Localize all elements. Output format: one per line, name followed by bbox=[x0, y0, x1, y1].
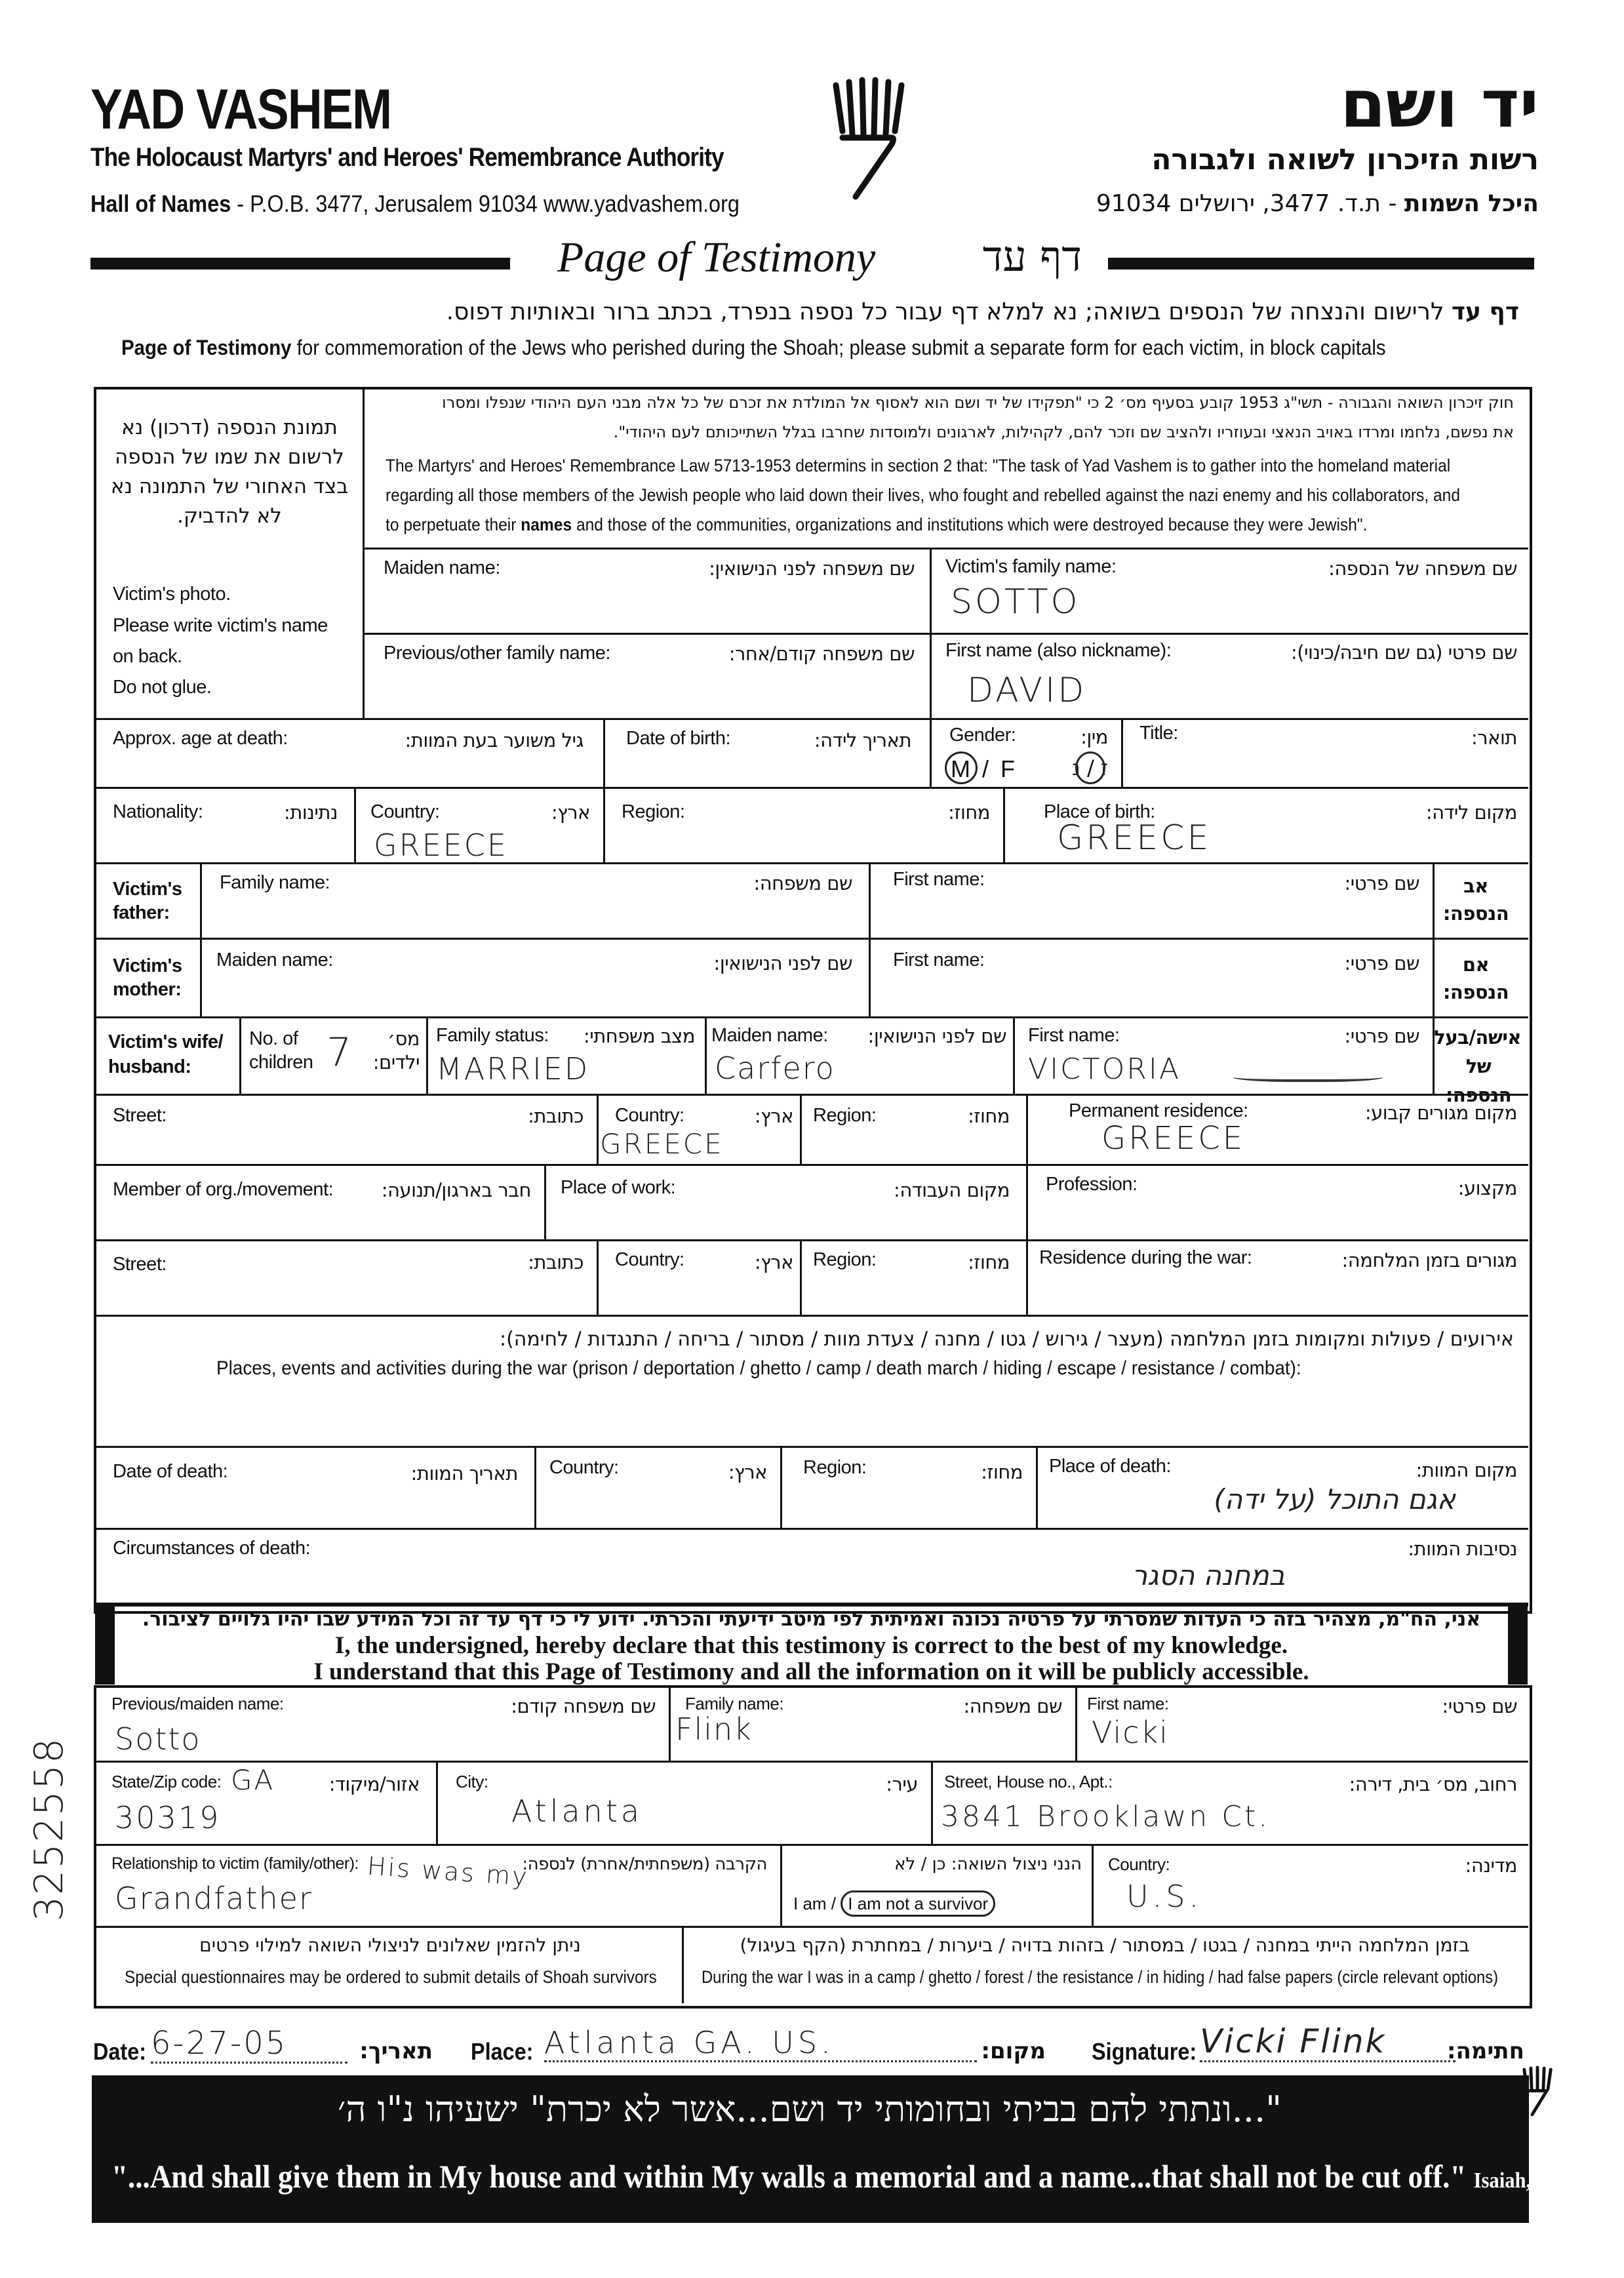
region3-label: Region: bbox=[813, 1249, 877, 1270]
sub-col-d bbox=[931, 1761, 933, 1844]
spouse-first-label: First name: bbox=[1028, 1025, 1120, 1046]
gender-selected-circle bbox=[945, 751, 978, 784]
street-label: Street: bbox=[113, 1105, 167, 1126]
father-family-label: Family name: bbox=[220, 872, 330, 893]
row-line-11 bbox=[95, 1315, 1528, 1317]
photo-instructions-en-4: Do not glue. bbox=[113, 677, 212, 698]
permanent-residence-value[interactable]: GREECE bbox=[1101, 1120, 1246, 1157]
zip-label: State/Zip code: bbox=[111, 1772, 222, 1791]
org-name-en: YAD VASHEM bbox=[90, 78, 391, 141]
nationality-label-he: נתינות: bbox=[284, 801, 338, 824]
footer-quote-he: "...ונתתי להם בביתי ובחומותי יד ושם...אשר לא יכרת" ישעיהו נ"ו ה׳ bbox=[337, 2088, 1282, 2130]
photo-divider bbox=[363, 388, 365, 718]
col-member-b bbox=[1026, 1164, 1028, 1239]
title-label: Title: bbox=[1139, 723, 1178, 744]
family-name-label: Victim's family name: bbox=[945, 556, 1117, 577]
declaration-bar bbox=[95, 1603, 1528, 1607]
events-label-en: Places, events and activities during the war (prison / deportation / ghetto / camp / death march / hiding / escape / resistance / combat): bbox=[216, 1357, 1301, 1379]
spouse-label: Victim's wife/ husband: bbox=[108, 1031, 224, 1077]
events-label-he: אירועים / פעולות ומקומות בזמן המלחמה (מעצר / גירוש / גטו / מחנה / צעדת מוות / מסתור / בריחה / התנגדות / לחימה): bbox=[499, 1328, 1514, 1351]
sub-row-3 bbox=[95, 1926, 1528, 1928]
mother-label: Victim's mother: bbox=[113, 955, 182, 1000]
place-of-death-label-he: מקום המוות: bbox=[1416, 1459, 1517, 1481]
submitter-first-label: First name: bbox=[1087, 1694, 1169, 1713]
questionnaire-en: Special questionnaires may be ordered to submit details of Shoah survivors bbox=[125, 1967, 657, 1987]
hall-address-he: - ת.ד. 3477, ירושלים 91034 bbox=[1096, 190, 1404, 217]
col-street3-b bbox=[800, 1239, 802, 1315]
row-line-10 bbox=[95, 1239, 1528, 1241]
sub-col-b bbox=[1075, 1687, 1077, 1761]
title-label-he: תואר: bbox=[1471, 727, 1517, 749]
law-he-2: את נפשם, נלחמו ומרדו באויב הנאצי ובעוזריו ולהציב שם וזכר להם, לקהילות, לארגונים ולמוסדות שחרבו בגלל השתייכותם לעם היהודי". bbox=[613, 423, 1514, 441]
place-of-birth-label: Place of birth: bbox=[1044, 801, 1155, 822]
authority-en: The Holocaust Martyrs' and Heroes' Remembrance Authority bbox=[90, 143, 724, 172]
country-label: Country: bbox=[370, 801, 440, 822]
sub-col-f bbox=[1092, 1844, 1094, 1926]
country2-value[interactable]: GREECE bbox=[600, 1128, 724, 1160]
father-first-label-he: שם פרטי: bbox=[1344, 872, 1419, 894]
law-en-3a: to perpetuate their bbox=[386, 515, 521, 534]
col-gender bbox=[1121, 718, 1123, 787]
country-value[interactable]: GREECE bbox=[374, 828, 508, 863]
country4-label-he: ארץ: bbox=[728, 1461, 767, 1483]
place-value[interactable]: Atlanta GA. US. bbox=[544, 2025, 977, 2062]
residence-war-label: Residence during the war: bbox=[1039, 1247, 1252, 1268]
sub-col-a bbox=[669, 1687, 671, 1761]
footer-logo-icon bbox=[1521, 2064, 1554, 2120]
declaration-left-block bbox=[95, 1603, 115, 1685]
region2-label: Region: bbox=[813, 1105, 877, 1126]
street-address-value[interactable]: 3841 Brooklawn Ct. bbox=[941, 1800, 1271, 1833]
dob-label-he: תאריך לידה: bbox=[814, 729, 911, 751]
title-bar-right bbox=[1108, 258, 1534, 270]
member-label: Member of org./movement: bbox=[113, 1179, 334, 1200]
submitter-prev-label: Previous/maiden name: bbox=[111, 1694, 284, 1713]
place-label-he: מקום: bbox=[981, 2038, 1046, 2064]
dob-label: Date of birth: bbox=[626, 728, 731, 749]
row-line-9 bbox=[95, 1164, 1528, 1166]
gender-he-circle bbox=[1075, 751, 1105, 784]
footer-quote-en bbox=[111, 2157, 1604, 2195]
col-street3-c bbox=[1026, 1239, 1028, 1315]
country2-label: Country: bbox=[615, 1105, 684, 1126]
relationship-label-he: הקרבה (משפחתית/אחרת) לנספה: bbox=[522, 1854, 767, 1874]
work-label: Place of work: bbox=[561, 1177, 676, 1198]
family-status-label-he: מצב משפחתי: bbox=[583, 1025, 695, 1047]
col-street3-a bbox=[597, 1239, 599, 1315]
date-label: Date: bbox=[93, 2038, 147, 2065]
region3-label-he: מחוז: bbox=[968, 1251, 1010, 1273]
declaration-en-2: I understand that this Page of Testimony and all the information on it will be publicly accessible. bbox=[313, 1658, 1309, 1685]
submitter-country-label: Country: bbox=[1108, 1854, 1170, 1874]
row-line-1 bbox=[363, 548, 1528, 550]
submitter-first-value[interactable]: Vicki bbox=[1092, 1715, 1169, 1750]
spouse-maiden-label-he: שם לפני הנישואין: bbox=[867, 1025, 1006, 1047]
city-label-he: עיר: bbox=[886, 1773, 918, 1795]
date-of-death-label: Date of death: bbox=[113, 1461, 228, 1482]
father-first-label: First name: bbox=[893, 869, 985, 890]
family-status-label: Family status: bbox=[436, 1025, 549, 1046]
circumstances-label: Circumstances of death: bbox=[113, 1538, 311, 1559]
permanent-residence-label-he: מקום מגורים קבוע: bbox=[1364, 1102, 1517, 1124]
row-line-5 bbox=[95, 862, 1528, 864]
city-label: City: bbox=[456, 1772, 488, 1791]
gender-label: Gender: bbox=[949, 725, 1016, 746]
footer-citation: Isaiah, lvi, 56:5 bbox=[1473, 2168, 1604, 2193]
spouse-maiden-value[interactable]: Carfero bbox=[715, 1050, 835, 1086]
col-death-b bbox=[780, 1446, 782, 1528]
col-father-c bbox=[1433, 862, 1435, 1094]
row-line-2 bbox=[363, 633, 1528, 635]
sub-col-c bbox=[436, 1761, 438, 1844]
hall-bold-he: היכל השמות bbox=[1404, 190, 1539, 217]
mother-maiden-label-he: שם לפני הנישואין: bbox=[713, 952, 852, 974]
submitter-country-value[interactable]: U.S. bbox=[1126, 1879, 1203, 1914]
spouse-first-label-he: שם פרטי: bbox=[1344, 1025, 1419, 1047]
signature-label: Signature: bbox=[1092, 2038, 1197, 2065]
maiden-name-label: Maiden name: bbox=[384, 557, 500, 578]
instructions-he-bold: דף עד bbox=[1451, 298, 1519, 325]
photo-instructions-en-1: Victim's photo. bbox=[113, 584, 231, 605]
instructions-he-rest: לרישום והנצחה של הנספים בשואה; נא למלא דף עבור כל נספה בנפרד, בכתב ברור ובאותיות דפוס. bbox=[446, 298, 1452, 325]
first-name-label: First name (also nickname): bbox=[945, 640, 1172, 661]
street-address-label: Street, House no., Apt.: bbox=[944, 1772, 1113, 1791]
authority-he: רשות הזיכרון לשואה ולגבורה bbox=[1151, 143, 1539, 176]
mother-label-he: אם הנספה: bbox=[1442, 953, 1509, 1003]
footer-quote-en-text: "...And shall give them in My house and within My walls a memorial and a name...that shall not be cut off." bbox=[111, 2158, 1467, 2195]
col-nat bbox=[354, 787, 356, 862]
sub-row-1 bbox=[95, 1761, 1528, 1763]
region2-label-he: מחוז: bbox=[968, 1105, 1010, 1127]
relationship-label: Relationship to victim (family/other): bbox=[111, 1854, 359, 1873]
submitter-prev-value[interactable]: Sotto bbox=[115, 1721, 201, 1757]
signature-label-he: חתימה: bbox=[1446, 2038, 1524, 2064]
col-dob bbox=[930, 718, 932, 787]
first-name-value[interactable]: DAVID bbox=[967, 671, 1087, 710]
photo-instructions-en-3: on back. bbox=[113, 646, 182, 667]
sub-row-2 bbox=[95, 1844, 1528, 1846]
title-bar-left bbox=[90, 258, 510, 270]
col-street-a bbox=[597, 1094, 599, 1164]
children-value[interactable]: 7 bbox=[327, 1029, 354, 1075]
previous-family-label: Previous/other family name: bbox=[384, 643, 610, 664]
previous-family-label-he: שם משפחה קודם/אחר: bbox=[728, 643, 915, 665]
circumstances-value[interactable]: במחנה הסגר bbox=[1132, 1559, 1285, 1591]
country2-label-he: ארץ: bbox=[754, 1105, 793, 1127]
during-war-he: בזמן המלחמה הייתי במחנה / בגטו / במסתור / בזהות בדויה / ביערות / במחתרת (הקף בעיגול) bbox=[740, 1934, 1470, 1956]
street3-label: Street: bbox=[113, 1254, 167, 1275]
mother-first-label: First name: bbox=[893, 949, 985, 970]
first-name-label-he: שם פרטי (גם שם חיבה/כינוי): bbox=[1290, 641, 1517, 664]
instructions-en-rest: for commemoration of the Jews who perished during the Shoah; please submit a separate form for each victim, in block capitals bbox=[291, 336, 1386, 359]
circumstances-label-he: נסיבות המוות: bbox=[1408, 1538, 1517, 1560]
family-status-value[interactable]: MARRIED bbox=[436, 1051, 590, 1087]
sub-col-g bbox=[682, 1926, 684, 2003]
col-spouse-a bbox=[239, 1016, 241, 1094]
mother-maiden-label: Maiden name: bbox=[216, 949, 333, 970]
law-en-1: The Martyrs' and Heroes' Remembrance Law 5713-1953 determins in section 2 that: "The task of Yad Vashem is to gather into the homeland material bbox=[386, 456, 1451, 475]
org-name-he: יד ושם bbox=[1340, 66, 1539, 142]
row-line-13 bbox=[95, 1528, 1528, 1530]
submitter-family-label: Family name: bbox=[685, 1694, 784, 1713]
date-label-he: תאריך: bbox=[359, 2038, 433, 2064]
row-line-8 bbox=[95, 1094, 1528, 1096]
yad-vashem-logo-icon bbox=[829, 72, 908, 210]
spouse-first-value[interactable]: VICTORIA bbox=[1028, 1052, 1181, 1086]
during-war-en: During the war I was in a camp / ghetto / forest / the resistance / in hiding / had false papers (circle relevant options) bbox=[702, 1967, 1499, 1987]
hall-address-en: - P.O.B. 3477, Jerusalem 91034 www.yadvashem.org bbox=[231, 190, 740, 217]
submitter-box bbox=[94, 1685, 1532, 2008]
photo-instructions-en-2: Please write victim's name bbox=[113, 615, 328, 636]
col-age bbox=[603, 718, 605, 787]
residence-war-label-he: מגורים בזמן המלחמה: bbox=[1341, 1249, 1517, 1271]
submitter-first-label-he: שם פרטי: bbox=[1442, 1695, 1517, 1717]
member-label-he: חבר בארגון/תנועה: bbox=[381, 1179, 531, 1201]
margin-number: 3252558 bbox=[26, 1736, 72, 1921]
photo-instructions-he: תמונת הנספה (דרכון) נא לרשום את שמו של הנספה בצד האחורי של התמונה נא לא להדביק. bbox=[110, 416, 349, 528]
submitter-country-label-he: מדינה: bbox=[1465, 1854, 1517, 1877]
law-en-3 bbox=[386, 515, 1367, 535]
country3-label-he: ארץ: bbox=[754, 1251, 793, 1273]
col-street-c bbox=[1026, 1094, 1028, 1164]
street-label-he: כתובת: bbox=[528, 1105, 584, 1127]
questionnaire-he: ניתן להזמין שאלונים לניצולי השואה למילוי פרטים bbox=[199, 1934, 581, 1956]
father-label-he: אב הנספה: bbox=[1442, 875, 1509, 925]
col-region bbox=[1003, 787, 1005, 862]
survivor-no[interactable]: I am not a survivor bbox=[841, 1890, 995, 1917]
street3-label-he: כתובת: bbox=[528, 1251, 584, 1273]
relationship-value[interactable]: Grandfather bbox=[115, 1881, 313, 1916]
gender-options-he[interactable]: ז / נ bbox=[1071, 755, 1108, 780]
nationality-label: Nationality: bbox=[113, 801, 203, 822]
col-member-a bbox=[544, 1164, 546, 1239]
submitter-family-value[interactable]: Flink bbox=[675, 1711, 753, 1747]
profession-label-he: מקצוע: bbox=[1457, 1177, 1517, 1199]
sub-col-e bbox=[780, 1844, 782, 1926]
col-spouse-b bbox=[426, 1016, 428, 1094]
father-family-label-he: שם משפחה: bbox=[753, 872, 852, 894]
row-line-6 bbox=[95, 938, 1528, 940]
row-line-4 bbox=[95, 787, 1528, 789]
country4-label: Country: bbox=[549, 1457, 619, 1478]
work-label-he: מקום העבודה: bbox=[894, 1179, 1010, 1201]
declaration-he: אני, הח"מ, מצהיר בזה כי העדות שמסרתי על פרטיה נכונה ואמיתית לפי מיטב ידיעתי והכרתי. ידוע לי כי דף עד זה וכל המידע שבו יהיו גלויים לציבור. bbox=[142, 1608, 1481, 1631]
col-father-a bbox=[200, 862, 202, 1016]
region-label: Region: bbox=[622, 801, 685, 822]
declaration-right-block bbox=[1508, 1603, 1528, 1685]
col-spouse-c bbox=[705, 1016, 707, 1094]
maiden-name-label-he: שם משפחה לפני הנישואין: bbox=[709, 557, 915, 580]
law-en-3c: and those of the communities, organizations and institutions which were destroyed because they were Jewish". bbox=[572, 515, 1368, 534]
street-address-label-he: רחוב, מס׳ בית, דירה: bbox=[1349, 1773, 1517, 1795]
gender-options[interactable]: M / F bbox=[951, 755, 1018, 782]
declaration-en-1: I, the undersigned, hereby declare that this testimony is correct to the best of my knowledge. bbox=[334, 1632, 1288, 1659]
instructions-en bbox=[121, 336, 1386, 360]
col-spouse-d bbox=[1013, 1016, 1015, 1094]
date-of-death-label-he: תאריך המוות: bbox=[410, 1462, 518, 1485]
signature-value[interactable]: Vicki Flink bbox=[1200, 2022, 1456, 2062]
region4-label-he: מחוז: bbox=[981, 1461, 1023, 1483]
place-of-death-label: Place of death: bbox=[1049, 1456, 1171, 1477]
family-name-label-he: שם משפחה של הנספה: bbox=[1328, 557, 1517, 580]
row-line-3 bbox=[95, 718, 1528, 720]
law-he-1: חוק זיכרון השואה והגבורה - תשי"ג 1953 קובע בסעיף מס׳ 2 כי "תפקידו של יד ושם הוא לאסוף אל המולדת את זכרם של כל אלה מבני העם היהודי שנפלו ומסרו bbox=[442, 393, 1514, 412]
survivor-yes[interactable]: I am / bbox=[793, 1894, 841, 1913]
col-street-b bbox=[800, 1094, 802, 1164]
col-father-b bbox=[869, 862, 871, 1016]
place-of-birth-value[interactable]: GREECE bbox=[1057, 818, 1212, 858]
title-en: Page of Testimony bbox=[557, 233, 876, 281]
children-label: No. of children bbox=[249, 1028, 313, 1073]
place-of-death-value[interactable]: אגם התוכל (על ידה) bbox=[1214, 1483, 1456, 1515]
age-label: Approx. age at death: bbox=[113, 728, 288, 749]
country3-label: Country: bbox=[615, 1249, 684, 1270]
row-line-12 bbox=[95, 1446, 1528, 1448]
zip-value[interactable]: 30319 bbox=[115, 1800, 221, 1835]
submitter-prev-label-he: שם משפחה קודם: bbox=[511, 1695, 656, 1717]
survivor-option[interactable] bbox=[793, 1894, 995, 1914]
hall-bold-en: Hall of Names bbox=[90, 190, 231, 217]
city-value[interactable]: Atlanta bbox=[511, 1793, 643, 1829]
spouse-first-scribble bbox=[1233, 1070, 1383, 1082]
place-of-birth-label-he: מקום לידה: bbox=[1425, 801, 1517, 824]
profession-label: Profession: bbox=[1046, 1174, 1138, 1195]
col-death-a bbox=[534, 1446, 536, 1528]
title-he: דף עד bbox=[982, 233, 1082, 281]
hall-of-names-he bbox=[1096, 190, 1539, 217]
age-label-he: גיל משוער בעת המוות: bbox=[405, 729, 584, 751]
region-label-he: מחוז: bbox=[948, 801, 990, 824]
col-country bbox=[603, 787, 605, 862]
law-en-3b: names bbox=[521, 515, 572, 534]
children-label-he: מס׳ ילדים: bbox=[372, 1028, 420, 1073]
father-label: Victim's father: bbox=[113, 879, 182, 923]
col-death-c bbox=[1036, 1446, 1038, 1528]
instructions-he bbox=[446, 298, 1519, 325]
spouse-maiden-label: Maiden name: bbox=[711, 1025, 828, 1046]
date-value[interactable]: 6-27-05 bbox=[151, 2025, 347, 2064]
country-label-he: ארץ: bbox=[551, 801, 590, 824]
family-name-value[interactable]: SOTTO bbox=[951, 582, 1080, 622]
permanent-residence-label: Permanent residence: bbox=[1069, 1100, 1248, 1121]
submitter-family-label-he: שם משפחה: bbox=[963, 1695, 1062, 1717]
row-line-7 bbox=[95, 1016, 1528, 1018]
spouse-label-he: אישה/בעל של הנספה: bbox=[1434, 1026, 1521, 1106]
gender-label-he: מין: bbox=[1080, 726, 1108, 748]
region4-label: Region: bbox=[803, 1457, 867, 1478]
relationship-note[interactable]: His was my bbox=[366, 1851, 530, 1892]
zip-state-value[interactable]: GA bbox=[231, 1764, 275, 1796]
instructions-en-bold: Page of Testimony bbox=[121, 336, 292, 359]
mother-first-label-he: שם פרטי: bbox=[1344, 952, 1419, 974]
place-label: Place: bbox=[471, 2038, 534, 2065]
survivor-label-he: הנני ניצול השואה: כן / לא bbox=[894, 1854, 1082, 1874]
zip-label-he: אזור/מיקוד: bbox=[328, 1773, 420, 1795]
law-en-2: regarding all those members of the Jewish people who laid down their lives, who fought and rebelled against the nazi enemy and his collaborators, and bbox=[386, 485, 1460, 505]
hall-of-names-en bbox=[90, 190, 740, 218]
